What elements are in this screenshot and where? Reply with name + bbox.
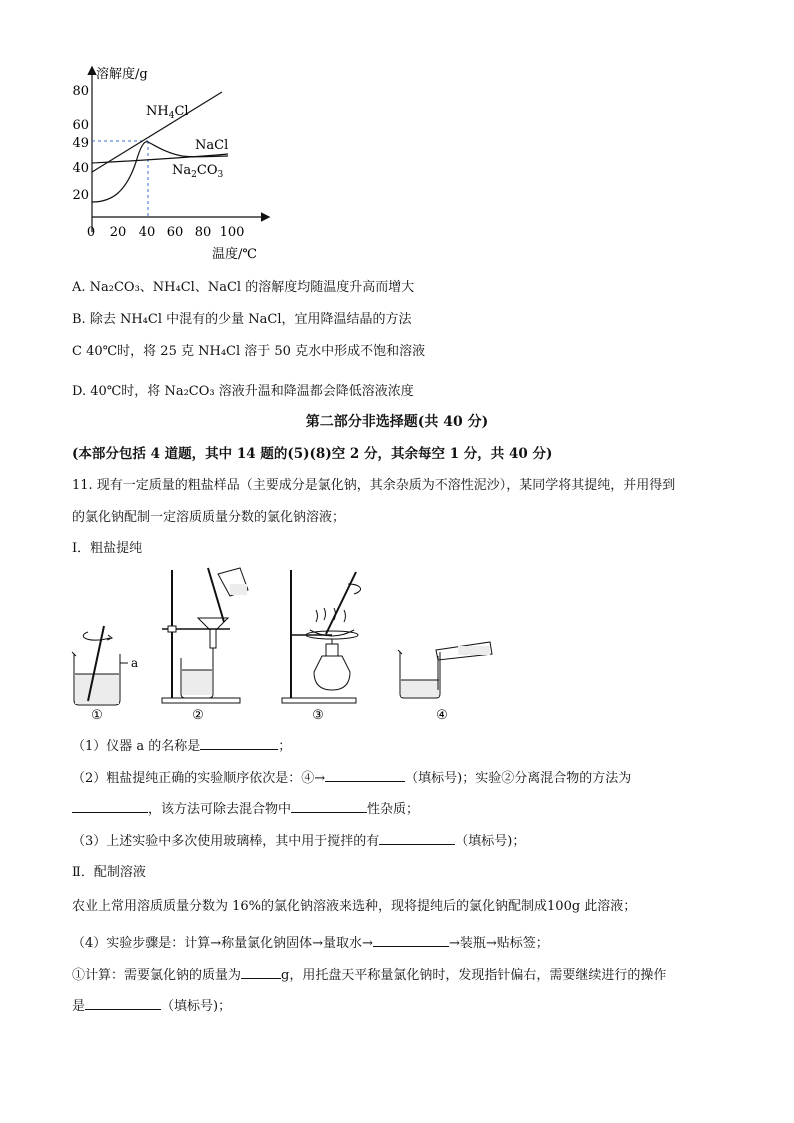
q2-line-1 xyxy=(72,767,631,786)
y-tick-labels xyxy=(72,84,89,203)
q2-method-blank[interactable] xyxy=(72,798,148,813)
pouring-beaker-figure xyxy=(398,642,492,698)
q2-text-2: （填标号)；实验②分离混合物的方法为 xyxy=(405,771,632,786)
figure-label-4: ④ xyxy=(436,708,448,723)
figure-label-1: ① xyxy=(91,708,103,723)
evaporation-figure xyxy=(282,570,361,703)
q5-text-2: g，用托盘天平称量氯化钠时，发现指针偏右，需要继续进行的操作 xyxy=(281,968,667,983)
q4-line xyxy=(72,932,549,951)
x-tick-60: 60 xyxy=(166,225,184,240)
q1-text: （1）仪器 a 的名称是 xyxy=(72,739,201,754)
x-tick-40: 40 xyxy=(138,225,156,240)
q5-operation-blank[interactable] xyxy=(85,995,161,1010)
q5-text-1: ①计算：需要氯化钠的质量为 xyxy=(72,968,242,983)
q5-line-1 xyxy=(72,964,666,983)
x-axis-label: 温度/℃ xyxy=(212,247,257,262)
y-axis-label: 溶解度/g xyxy=(96,67,148,82)
option-b: B. 除去 NH₄Cl 中混有的少量 NaCl，宜用降温结晶的方法 xyxy=(72,312,412,327)
q11-intro-1: 11. 现有一定质量的粗盐样品（主要成分是氯化钠，其余杂质为不溶性泥沙），某同学将其提纯，并用得到 xyxy=(72,478,676,493)
q1-end: ； xyxy=(278,739,292,754)
part1-heading: Ⅰ．粗盐提纯 xyxy=(72,541,143,556)
section-note: (本部分包括 4 道题，其中 14 题的(5)(8)空 2 分，其余每空 1 分，共 40 分) xyxy=(72,446,553,462)
option-a: A. Na₂CO₃、NH₄Cl、NaCl 的溶解度均随温度升高而增大 xyxy=(72,280,415,295)
figure-label-3: ③ xyxy=(312,708,324,723)
apparatus-figure xyxy=(60,560,510,725)
filtration-figure xyxy=(162,568,248,703)
q1-answer-blank[interactable] xyxy=(200,735,278,750)
q2-line-2 xyxy=(72,798,419,817)
q3-text-2: （填标号)； xyxy=(455,834,526,849)
part2-heading: Ⅱ．配制溶液 xyxy=(72,865,146,880)
label-a: a xyxy=(131,656,139,670)
y-tick-80: 80 xyxy=(72,84,89,99)
x-tick-20: 20 xyxy=(109,225,127,240)
q1-line xyxy=(72,735,291,754)
q2-text-1: （2）粗盐提纯正确的实验顺序依次是：④→ xyxy=(72,771,326,786)
q5-line-2 xyxy=(72,995,231,1014)
y-tick-20: 20 xyxy=(72,188,89,203)
y-tick-49: 49 xyxy=(72,136,89,151)
nacl-label: NaCl xyxy=(195,138,229,153)
section-title: 第二部分非选择题(共 40 分) xyxy=(305,414,489,430)
q2-text-4: 性杂质； xyxy=(367,802,420,817)
na2co3-label: $Na_2CO_3$ xyxy=(172,163,224,180)
q3-line xyxy=(72,830,525,849)
x-tick-labels xyxy=(87,225,245,240)
q2-text-3: ，该方法可除去混合物中 xyxy=(148,802,292,817)
q4-text-2: →装瓶→贴标签； xyxy=(448,936,549,951)
q2-order-blank[interactable] xyxy=(325,767,405,782)
y-tick-40: 40 xyxy=(72,161,89,176)
q3-answer-blank[interactable] xyxy=(379,830,455,845)
x-tick-80: 80 xyxy=(194,225,212,240)
q5-mass-blank[interactable] xyxy=(241,964,281,979)
y-tick-60: 60 xyxy=(72,118,89,133)
nacl-curve xyxy=(92,154,228,163)
q4-step-blank[interactable] xyxy=(373,932,449,947)
part2-paragraph: 农业上常用溶质质量分数为 16%的氯化钠溶液来选种，现将提纯后的氯化钠配制成100g 此溶液； xyxy=(72,899,637,914)
q5-text-4: （填标号)； xyxy=(161,999,232,1014)
q3-text-1: （3）上述实验中多次使用玻璃棒，其中用于搅拌的有 xyxy=(72,834,380,849)
option-c: C 40℃时，将 25 克 NH₄Cl 溶于 50 克水中形成不饱和溶液 xyxy=(72,344,426,359)
q5-text-3: 是 xyxy=(72,999,86,1014)
q2-impurity-blank[interactable] xyxy=(291,798,367,813)
q4-text-1: （4）实验步骤是：计算→称量氯化钠固体→量取水→ xyxy=(72,936,373,951)
x-tick-0: 0 xyxy=(86,225,96,240)
x-tick-100: 100 xyxy=(219,225,245,240)
option-d: D. 40℃时，将 Na₂CO₃ 溶液升温和降温都会降低溶液浓度 xyxy=(72,384,414,399)
figure-labels xyxy=(91,708,448,723)
beaker-with-rod-figure xyxy=(72,626,128,705)
solubility-chart xyxy=(60,60,280,265)
q11-intro-2: 的氯化钠配制一定溶质质量分数的氯化钠溶液； xyxy=(72,510,346,525)
nh4cl-label: $NH_4Cl$ xyxy=(146,104,189,121)
figure-label-2: ② xyxy=(192,708,204,723)
